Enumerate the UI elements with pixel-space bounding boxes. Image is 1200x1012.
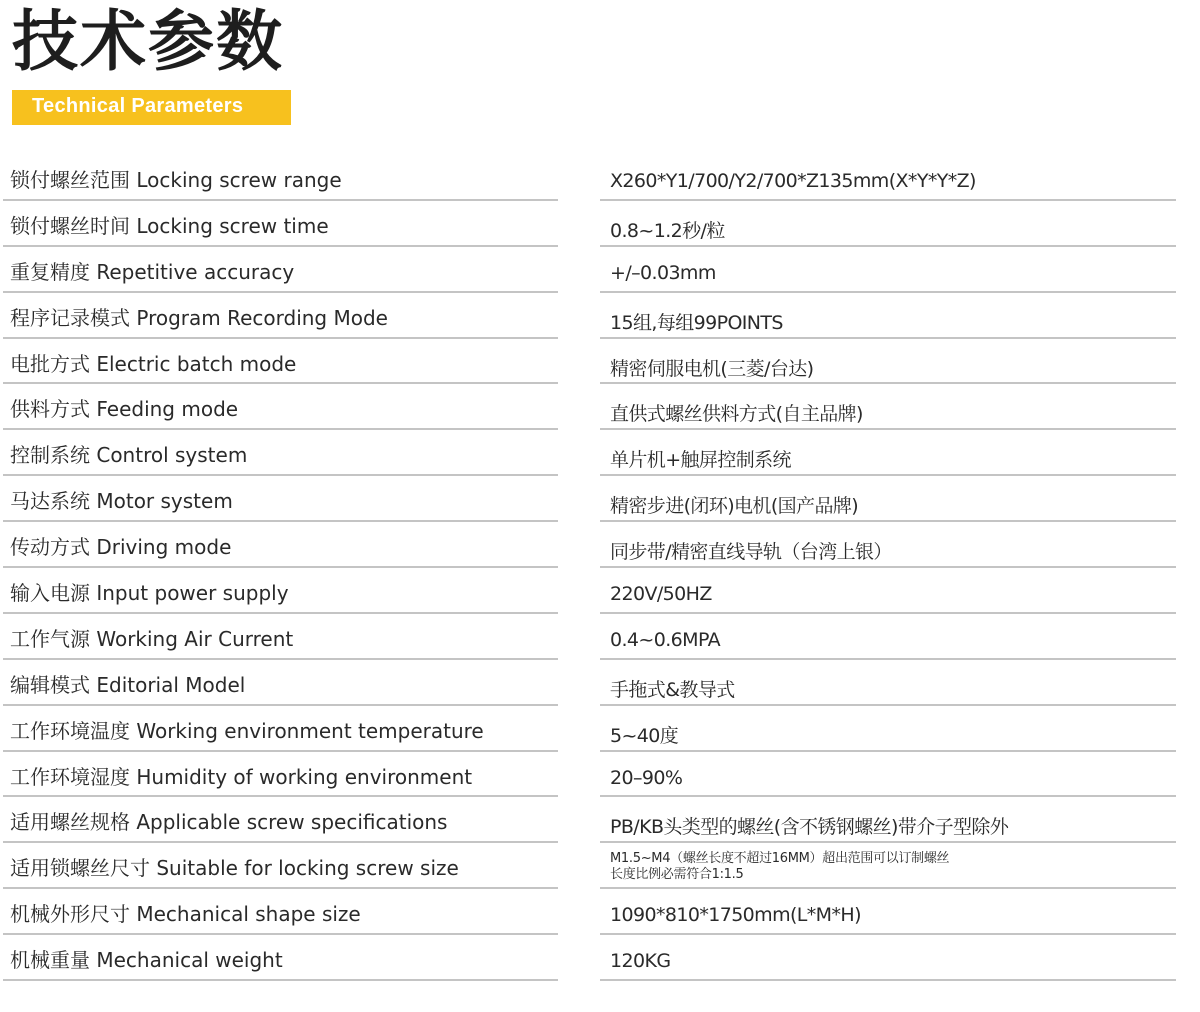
row-label: 电批方式 Electric batch mode: [10, 351, 297, 376]
divider: [3, 979, 558, 981]
page-title: 技术参数: [12, 3, 284, 80]
table-row: [0, 522, 1200, 568]
row-label: 工作环境温度 Working environment temperature: [10, 718, 484, 743]
row-label: 工作环境湿度 Humidity of working environment: [10, 764, 473, 789]
table-row: [0, 752, 1200, 798]
row-label: 传动方式 Driving mode: [10, 535, 232, 560]
row-value-line: 长度比例必需符合1:1.5: [610, 867, 744, 883]
row-value: 精密步进(闭环)电机(国产品牌): [610, 495, 859, 518]
row-value: 20–90%: [610, 766, 683, 789]
table-row: [0, 201, 1200, 247]
row-value: 120KG: [610, 950, 671, 973]
table-row: [0, 430, 1200, 476]
table-row: [0, 706, 1200, 752]
row-label: 机械重量 Mechanical weight: [10, 948, 283, 973]
table-row: [0, 476, 1200, 522]
row-label: 适用螺丝规格 Applicable screw specifications: [10, 810, 448, 835]
subtitle-banner: [12, 90, 291, 125]
row-value: 5~40度: [610, 724, 679, 747]
table-row: [0, 843, 1200, 889]
row-value: 同步带/精密直线导轨（台湾上银）: [610, 541, 892, 564]
row-label: 供料方式 Feeding mode: [10, 397, 239, 422]
table-row: [0, 339, 1200, 385]
row-label: 适用锁螺丝尺寸 Suitable for locking screw size: [10, 856, 459, 881]
row-label: 编辑模式 Editorial Model: [10, 672, 246, 697]
page-subtitle: Technical Parameters: [32, 95, 244, 117]
row-label: 重复精度 Repetitive accuracy: [10, 259, 295, 284]
row-value: 0.8~1.2秒/粒: [610, 219, 725, 242]
table-row: [0, 797, 1200, 843]
table-row: [0, 889, 1200, 935]
row-value: 0.4~0.6MPA: [610, 628, 720, 651]
row-label: 锁付螺丝范围 Locking screw range: [10, 168, 342, 192]
row-value: PB/KB头类型的螺丝(含不锈钢螺丝)带介子型除外: [610, 816, 1009, 839]
row-label: 控制系统 Control system: [10, 443, 248, 468]
row-label: 工作气源 Working Air Current: [10, 626, 294, 651]
divider: [600, 979, 1176, 981]
row-label: 输入电源 Input power supply: [10, 581, 289, 606]
row-value: 15组,每组99POINTS: [610, 311, 783, 334]
table-row: [0, 384, 1200, 430]
table-row: [0, 247, 1200, 293]
row-value: 手拖式&教导式: [610, 678, 735, 701]
row-value: 220V/50HZ: [610, 583, 712, 606]
parameters-table: [0, 155, 1200, 981]
table-row: [0, 293, 1200, 339]
row-value: +/–0.03mm: [610, 261, 716, 284]
table-row: [0, 660, 1200, 706]
table-row: [0, 568, 1200, 614]
table-row: [0, 935, 1200, 981]
table-row: [0, 155, 1200, 201]
row-label: 马达系统 Motor system: [10, 489, 233, 514]
table-row: [0, 614, 1200, 660]
row-label: 程序记录模式 Program Recording Mode: [10, 305, 388, 330]
row-value: X260*Y1/700/Y2/700*Z135mm(X*Y*Y*Z): [610, 170, 976, 192]
row-label: 机械外形尺寸 Mechanical shape size: [10, 902, 361, 927]
row-label: 锁付螺丝时间 Locking screw time: [10, 213, 329, 238]
row-value-line: M1.5~M4（螺丝长度不超过16MM）超出范围可以订制螺丝: [610, 851, 950, 867]
row-value: 精密伺服电机(三菱/台达): [610, 357, 814, 380]
row-value: 1090*810*1750mm(L*M*H): [610, 904, 861, 927]
row-value: 直供式螺丝供料方式(自主品牌): [610, 403, 863, 426]
row-value: [610, 851, 949, 883]
row-value: 单片机+触屏控制系统: [610, 449, 791, 472]
